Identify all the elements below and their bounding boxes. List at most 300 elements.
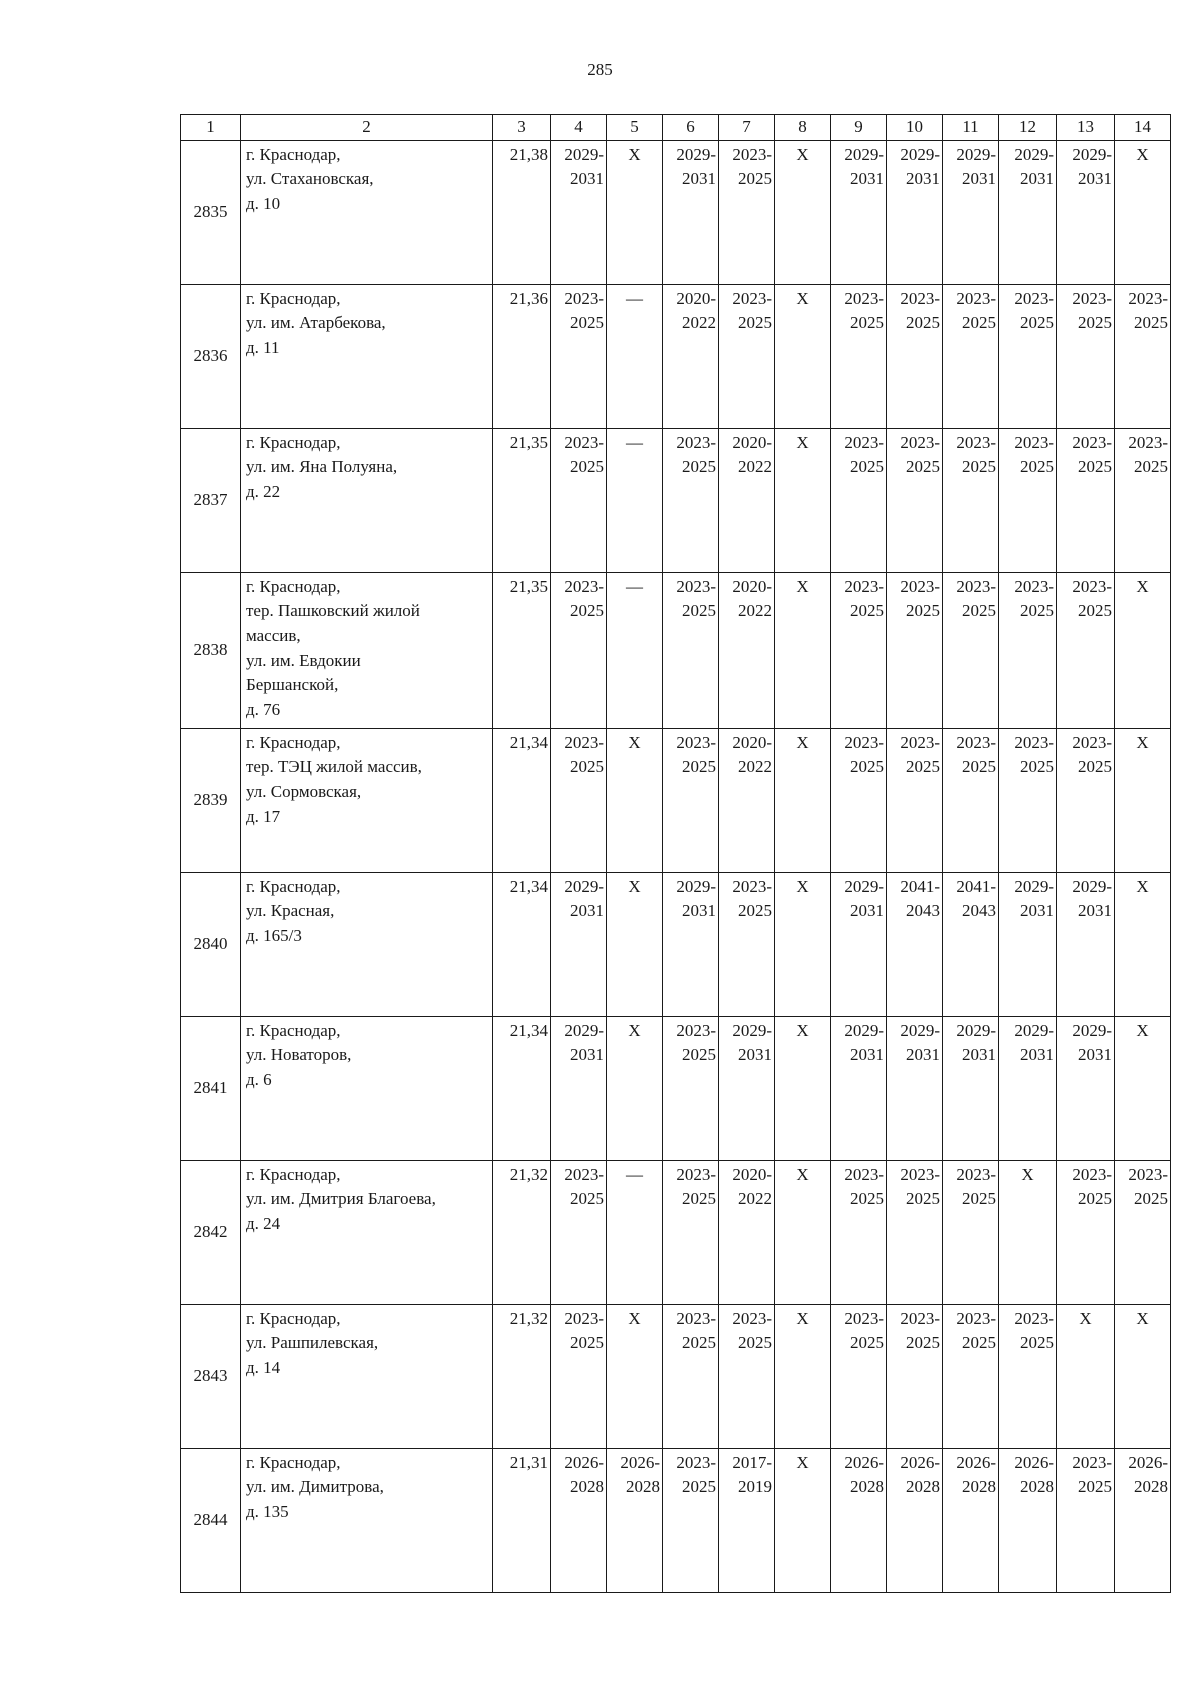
period-start: 2023- [1072, 1164, 1112, 1184]
period-cell [1057, 1160, 1115, 1304]
dash-mark: — [607, 572, 663, 728]
period-end: 2025 [1020, 757, 1054, 777]
period-start: 2023- [844, 432, 884, 452]
not-applicable-mark: X [775, 728, 831, 872]
period-end: 2025 [1020, 457, 1054, 477]
period-end: 2025 [682, 1189, 716, 1209]
period-end: 2025 [682, 601, 716, 621]
column-header: 9 [831, 115, 887, 141]
column-header: 10 [887, 115, 943, 141]
period-start: 2023- [564, 1164, 604, 1184]
dash-mark: — [607, 284, 663, 428]
address-line: г. Краснодар, [246, 732, 341, 752]
period-start: 2029- [676, 144, 716, 164]
value-cell: 21,32 [493, 1304, 551, 1448]
value-cell: 21,34 [493, 872, 551, 1016]
period-end: 2025 [738, 1333, 772, 1353]
period-end: 2025 [570, 601, 604, 621]
column-header: 1 [181, 115, 241, 141]
period-start: 2023- [564, 432, 604, 452]
period-start: 2023- [564, 288, 604, 308]
period-cell [663, 428, 719, 572]
period-start: 2023- [956, 288, 996, 308]
period-start: 2029- [1014, 876, 1054, 896]
period-start: 2029- [1014, 144, 1054, 164]
period-end: 2025 [1134, 1189, 1168, 1209]
period-end: 2025 [682, 457, 716, 477]
period-start: 2029- [1072, 876, 1112, 896]
period-end: 2031 [962, 169, 996, 189]
address-cell [241, 140, 493, 284]
period-start: 2023- [1072, 432, 1112, 452]
row-number: 2844 [181, 1448, 241, 1592]
table-row [181, 140, 1171, 284]
not-applicable-mark: X [607, 140, 663, 284]
period-cell [663, 284, 719, 428]
not-applicable-mark: X [775, 1016, 831, 1160]
period-end: 2028 [1020, 1477, 1054, 1497]
period-cell [663, 1304, 719, 1448]
address-line: д. 135 [246, 1501, 289, 1521]
period-start: 2026- [1014, 1452, 1054, 1472]
address-line: г. Краснодар, [246, 1164, 341, 1184]
period-start: 2029- [732, 1020, 772, 1040]
period-end: 2022 [738, 601, 772, 621]
not-applicable-mark: X [775, 140, 831, 284]
period-cell [887, 1304, 943, 1448]
period-cell [887, 428, 943, 572]
period-end: 2025 [962, 1189, 996, 1209]
period-start: 2029- [900, 1020, 940, 1040]
period-cell [551, 1016, 607, 1160]
address-line: ул. Сормовская, [246, 781, 362, 801]
value-cell: 21,35 [493, 572, 551, 728]
period-cell [663, 728, 719, 872]
period-end: 2025 [682, 1045, 716, 1065]
period-start: 2023- [844, 576, 884, 596]
period-cell [943, 872, 999, 1016]
not-applicable-mark: X [1115, 1304, 1171, 1448]
period-cell [1115, 428, 1171, 572]
address-cell [241, 1160, 493, 1304]
address-line: тер. ТЭЦ жилой массив, [246, 757, 422, 777]
address-line: ул. Рашпилевская, [246, 1333, 379, 1353]
period-start: 2041- [956, 876, 996, 896]
period-cell [831, 1448, 887, 1592]
period-cell [943, 284, 999, 428]
period-end: 2025 [738, 313, 772, 333]
address-cell [241, 728, 493, 872]
period-start: 2029- [564, 1020, 604, 1040]
period-end: 2025 [850, 457, 884, 477]
period-cell [551, 140, 607, 284]
table-header [181, 115, 1171, 141]
period-start: 2023- [732, 144, 772, 164]
period-cell [551, 1160, 607, 1304]
address-cell [241, 1016, 493, 1160]
period-cell [1057, 284, 1115, 428]
period-end: 2028 [906, 1477, 940, 1497]
row-number: 2836 [181, 284, 241, 428]
value-cell: 21,31 [493, 1448, 551, 1592]
value-cell: 21,34 [493, 1016, 551, 1160]
period-cell [831, 284, 887, 428]
period-end: 2031 [1020, 1045, 1054, 1065]
address-cell [241, 284, 493, 428]
not-applicable-mark: X [775, 1448, 831, 1592]
period-end: 2031 [570, 169, 604, 189]
period-start: 2041- [900, 876, 940, 896]
period-cell [1057, 140, 1115, 284]
address-line: д. 14 [246, 1357, 281, 1377]
period-start: 2026- [844, 1452, 884, 1472]
period-start: 2023- [1128, 432, 1168, 452]
period-cell [999, 728, 1057, 872]
period-start: 2023- [1014, 1308, 1054, 1328]
row-number: 2837 [181, 428, 241, 572]
period-cell [943, 1016, 999, 1160]
period-end: 2031 [962, 1045, 996, 1065]
period-cell [887, 140, 943, 284]
period-start: 2029- [844, 876, 884, 896]
period-start: 2026- [900, 1452, 940, 1472]
address-line: д. 10 [246, 193, 281, 213]
period-cell [943, 428, 999, 572]
period-cell [887, 1160, 943, 1304]
period-end: 2025 [682, 1477, 716, 1497]
dash-mark: — [607, 428, 663, 572]
period-end: 2022 [738, 457, 772, 477]
address-line: массив, [246, 625, 301, 645]
column-header: 2 [241, 115, 493, 141]
table-row [181, 428, 1171, 572]
period-end: 2031 [1078, 169, 1112, 189]
address-line: г. Краснодар, [246, 1308, 341, 1328]
period-start: 2023- [676, 1020, 716, 1040]
period-end: 2031 [850, 169, 884, 189]
period-cell [719, 872, 775, 1016]
period-end: 2025 [906, 757, 940, 777]
column-header: 5 [607, 115, 663, 141]
row-number: 2841 [181, 1016, 241, 1160]
period-start: 2023- [956, 1308, 996, 1328]
period-start: 2023- [900, 732, 940, 752]
period-start: 2017- [732, 1452, 772, 1472]
period-start: 2023- [676, 1308, 716, 1328]
period-end: 2025 [1078, 313, 1112, 333]
period-cell [999, 140, 1057, 284]
period-start: 2023- [956, 732, 996, 752]
period-start: 2023- [844, 1308, 884, 1328]
period-cell [719, 728, 775, 872]
address-line: д. 22 [246, 481, 281, 501]
period-end: 2028 [962, 1477, 996, 1497]
period-end: 2025 [850, 757, 884, 777]
period-end: 2025 [570, 1189, 604, 1209]
not-applicable-mark: X [775, 1304, 831, 1448]
table-row [181, 284, 1171, 428]
row-number: 2842 [181, 1160, 241, 1304]
period-cell [719, 572, 775, 728]
period-start: 2029- [564, 876, 604, 896]
address-line: д. 76 [246, 699, 281, 719]
period-start: 2029- [1072, 1020, 1112, 1040]
period-start: 2029- [900, 144, 940, 164]
value-cell: 21,35 [493, 428, 551, 572]
period-cell [887, 728, 943, 872]
address-cell [241, 1448, 493, 1592]
period-start: 2023- [564, 1308, 604, 1328]
table-row [181, 572, 1171, 728]
period-start: 2023- [844, 1164, 884, 1184]
period-cell [719, 284, 775, 428]
period-end: 2025 [570, 757, 604, 777]
period-cell [719, 1016, 775, 1160]
period-cell [887, 1448, 943, 1592]
period-end: 2025 [906, 601, 940, 621]
period-end: 2022 [738, 1189, 772, 1209]
period-end: 2025 [1020, 313, 1054, 333]
period-cell [943, 1448, 999, 1592]
table-row [181, 1016, 1171, 1160]
period-cell [999, 428, 1057, 572]
not-applicable-mark: X [1115, 140, 1171, 284]
period-cell [663, 572, 719, 728]
period-cell [551, 872, 607, 1016]
period-cell [551, 572, 607, 728]
period-start: 2029- [676, 876, 716, 896]
period-end: 2025 [738, 901, 772, 921]
period-cell [831, 728, 887, 872]
period-end: 2025 [1078, 1477, 1112, 1497]
period-start: 2023- [676, 576, 716, 596]
not-applicable-mark: X [775, 284, 831, 428]
period-end: 2025 [906, 313, 940, 333]
period-cell [719, 140, 775, 284]
period-cell [663, 1160, 719, 1304]
value-cell: 21,36 [493, 284, 551, 428]
period-end: 2031 [682, 901, 716, 921]
period-start: 2023- [1128, 1164, 1168, 1184]
not-applicable-mark: X [999, 1160, 1057, 1304]
period-cell [551, 1448, 607, 1592]
period-end: 2031 [1020, 901, 1054, 921]
address-line: д. 11 [246, 337, 280, 357]
address-line: г. Краснодар, [246, 288, 341, 308]
address-line: г. Краснодар, [246, 1020, 341, 1040]
period-cell [887, 284, 943, 428]
period-end: 2031 [682, 169, 716, 189]
period-cell [1057, 728, 1115, 872]
period-cell [663, 872, 719, 1016]
period-end: 2025 [1020, 1333, 1054, 1353]
table-row [181, 1160, 1171, 1304]
period-cell [831, 1160, 887, 1304]
not-applicable-mark: X [775, 428, 831, 572]
column-header: 14 [1115, 115, 1171, 141]
address-cell [241, 872, 493, 1016]
address-cell [241, 572, 493, 728]
address-line: ул. им. Димитрова, [246, 1477, 384, 1497]
not-applicable-mark: X [607, 728, 663, 872]
period-end: 2025 [962, 601, 996, 621]
address-line: д. 17 [246, 806, 281, 826]
period-cell [663, 1448, 719, 1592]
period-cell [719, 428, 775, 572]
period-cell [1115, 284, 1171, 428]
period-start: 2023- [676, 1164, 716, 1184]
period-cell [1057, 1016, 1115, 1160]
period-start: 2023- [900, 576, 940, 596]
period-start: 2023- [900, 288, 940, 308]
not-applicable-mark: X [1115, 728, 1171, 872]
period-cell [999, 572, 1057, 728]
period-end: 2028 [1134, 1477, 1168, 1497]
period-cell [831, 572, 887, 728]
period-end: 2025 [682, 1333, 716, 1353]
period-start: 2023- [676, 432, 716, 452]
period-end: 2028 [570, 1477, 604, 1497]
period-end: 2031 [850, 901, 884, 921]
period-start: 2029- [1014, 1020, 1054, 1040]
column-header: 3 [493, 115, 551, 141]
period-cell [943, 1304, 999, 1448]
period-start: 2023- [1014, 288, 1054, 308]
period-cell [1115, 1448, 1171, 1592]
period-start: 2029- [844, 144, 884, 164]
period-start: 2023- [956, 432, 996, 452]
period-start: 2023- [900, 1308, 940, 1328]
period-cell [719, 1448, 775, 1592]
address-line: г. Краснодар, [246, 1452, 341, 1472]
period-cell [607, 1448, 663, 1592]
column-header: 4 [551, 115, 607, 141]
address-line: Бершанской, [246, 675, 339, 695]
period-cell [551, 284, 607, 428]
period-cell [1057, 872, 1115, 1016]
period-start: 2023- [900, 1164, 940, 1184]
period-end: 2031 [1078, 901, 1112, 921]
period-start: 2023- [732, 288, 772, 308]
period-end: 2031 [1078, 1045, 1112, 1065]
value-cell: 21,32 [493, 1160, 551, 1304]
period-start: 2023- [844, 732, 884, 752]
period-end: 2025 [962, 457, 996, 477]
row-number: 2839 [181, 728, 241, 872]
period-end: 2043 [906, 901, 940, 921]
value-cell: 21,34 [493, 728, 551, 872]
not-applicable-mark: X [775, 872, 831, 1016]
period-start: 2023- [1014, 576, 1054, 596]
table-row [181, 1448, 1171, 1592]
period-cell [719, 1304, 775, 1448]
period-end: 2025 [850, 1333, 884, 1353]
column-header: 6 [663, 115, 719, 141]
period-start: 2029- [1072, 144, 1112, 164]
row-number: 2840 [181, 872, 241, 1016]
period-start: 2023- [732, 876, 772, 896]
period-end: 2025 [570, 457, 604, 477]
dash-mark: — [607, 1160, 663, 1304]
table-row [181, 872, 1171, 1016]
period-start: 2020- [732, 576, 772, 596]
not-applicable-mark: X [775, 572, 831, 728]
period-end: 2025 [906, 457, 940, 477]
period-end: 2031 [850, 1045, 884, 1065]
period-end: 2025 [906, 1333, 940, 1353]
period-end: 2031 [1020, 169, 1054, 189]
period-end: 2025 [1078, 457, 1112, 477]
period-start: 2026- [620, 1452, 660, 1472]
address-cell [241, 428, 493, 572]
period-start: 2026- [956, 1452, 996, 1472]
period-start: 2023- [732, 1308, 772, 1328]
period-end: 2025 [1078, 757, 1112, 777]
period-end: 2025 [962, 757, 996, 777]
period-end: 2022 [682, 313, 716, 333]
period-cell [943, 572, 999, 728]
period-end: 2031 [570, 901, 604, 921]
address-line: г. Краснодар, [246, 144, 341, 164]
period-cell [831, 140, 887, 284]
period-start: 2023- [676, 1452, 716, 1472]
period-cell [831, 872, 887, 1016]
period-cell [1057, 428, 1115, 572]
header-row [181, 115, 1171, 141]
period-start: 2029- [844, 1020, 884, 1040]
period-end: 2031 [906, 169, 940, 189]
address-line: д. 24 [246, 1213, 281, 1233]
period-start: 2020- [732, 732, 772, 752]
address-line: ул. им. Евдокии [246, 650, 361, 670]
period-start: 2023- [900, 432, 940, 452]
period-cell [719, 1160, 775, 1304]
period-start: 2023- [1072, 576, 1112, 596]
not-applicable-mark: X [775, 1160, 831, 1304]
period-cell [831, 1016, 887, 1160]
period-cell [999, 1016, 1057, 1160]
period-start: 2029- [564, 144, 604, 164]
address-line: ул. Красная, [246, 901, 335, 921]
address-line: г. Краснодар, [246, 576, 341, 596]
period-cell [943, 728, 999, 872]
address-line: ул. Новаторов, [246, 1045, 352, 1065]
row-number: 2843 [181, 1304, 241, 1448]
period-end: 2025 [962, 1333, 996, 1353]
period-end: 2031 [570, 1045, 604, 1065]
period-cell [999, 1448, 1057, 1592]
table-body [181, 140, 1171, 1592]
period-end: 2025 [1078, 1189, 1112, 1209]
period-cell [999, 872, 1057, 1016]
address-line: ул. Стахановская, [246, 169, 374, 189]
period-end: 2025 [906, 1189, 940, 1209]
period-start: 2026- [1128, 1452, 1168, 1472]
period-start: 2023- [1072, 732, 1112, 752]
period-cell [887, 572, 943, 728]
address-line: тер. Пашковский жилой [246, 601, 420, 621]
registry-table [180, 114, 1171, 1593]
address-cell [241, 1304, 493, 1448]
table-row [181, 728, 1171, 872]
period-start: 2023- [564, 576, 604, 596]
row-number: 2835 [181, 140, 241, 284]
period-end: 2031 [738, 1045, 772, 1065]
period-start: 2023- [564, 732, 604, 752]
period-cell [551, 1304, 607, 1448]
period-cell [831, 428, 887, 572]
not-applicable-mark: X [1115, 1016, 1171, 1160]
